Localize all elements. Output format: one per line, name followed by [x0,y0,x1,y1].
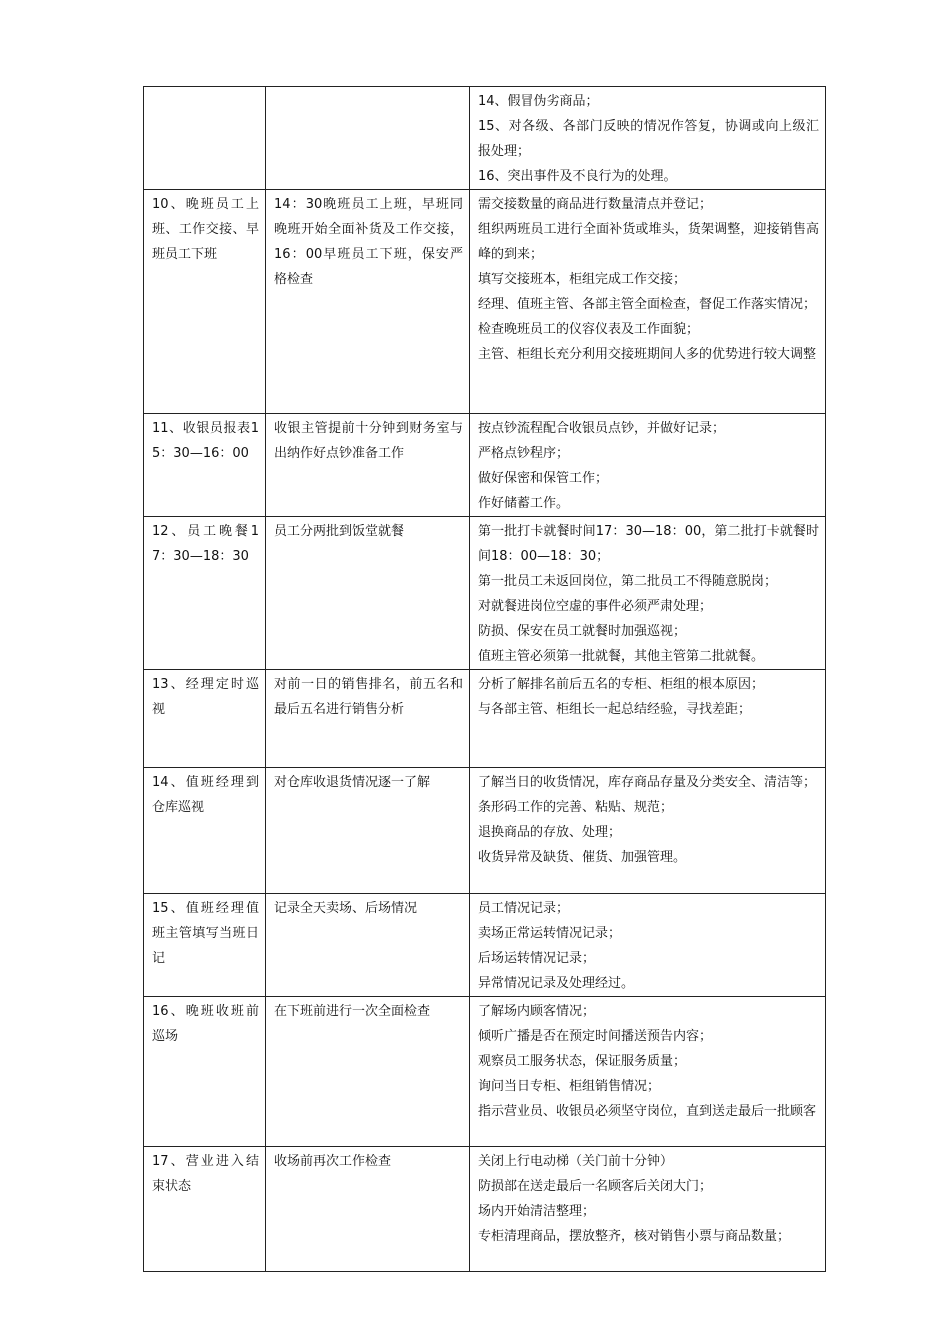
item-cell: 17、营业进入结束状态 [144,1147,266,1272]
detail-line: 填写交接班本，柜组完成工作交接； [478,272,687,287]
table-row [144,190,826,414]
table-row [144,894,826,997]
detail-line: 倾听广播是否在预定时间播送预告内容； [478,1029,713,1044]
detail-line: 防损、保安在员工就餐时加强巡视； [478,624,687,639]
detail-line: 了解场内顾客情况； [478,1004,596,1019]
detail-line: 主管、柜组长充分利用交接班期间人多的优势进行较大调整 [478,347,817,362]
table-row [144,87,826,190]
details-cell [470,894,826,997]
time-cell [266,87,470,190]
table-row [144,670,826,768]
detail-line: 组织两班员工进行全面补货或堆头，货架调整，迎接销售高峰的到来； [478,222,819,262]
detail-line: 收货异常及缺货、催货、加强管理。 [478,850,687,865]
detail-line: 场内开始清洁整理； [478,1204,596,1219]
time-cell: 收银主管提前十分钟到财务室与出纳作好点钞准备工作 [266,414,470,517]
detail-line: 需交接数量的商品进行数量清点并登记； [478,197,713,212]
details-cell [470,517,826,670]
detail-line: 严格点钞程序； [478,446,570,461]
detail-line: 经理、值班主管、各部主管全面检查，督促工作落实情况； [478,297,817,312]
detail-line: 询问当日专柜、柜组销售情况； [478,1079,661,1094]
time-cell: 14：30晚班员工上班，早班同晚班开始全面补货及工作交接，16：00早班员工下班，保安严格检查 [266,190,470,414]
table-row [144,997,826,1147]
detail-line: 对就餐进岗位空虚的事件必须严肃处理； [478,599,713,614]
detail-line: 第一批员工未返回岗位，第二批员工不得随意脱岗； [478,574,778,589]
item-cell: 12、员工晚餐17：30—18：30 [144,517,266,670]
detail-line: 第一批打卡就餐时间17：30—18：00，第二批打卡就餐时间18：00—18：30； [478,524,819,564]
time-cell: 对仓库收退货情况逐一了解 [266,768,470,894]
detail-line: 做好保密和保管工作； [478,471,609,486]
table-row [144,414,826,517]
time-cell: 员工分两批到饭堂就餐 [266,517,470,670]
detail-line: 15、对各级、各部门反映的情况作答复，协调或向上级汇报处理； [478,119,819,159]
details-cell [470,670,826,768]
details-cell [470,190,826,414]
details-cell [470,87,826,190]
detail-line: 卖场正常运转情况记录； [478,926,622,941]
table-row [144,768,826,894]
details-cell [470,414,826,517]
item-cell: 14、值班经理到仓库巡视 [144,768,266,894]
item-cell [144,87,266,190]
detail-line: 退换商品的存放、处理； [478,825,622,840]
time-cell: 对前一日的销售排名，前五名和最后五名进行销售分析 [266,670,470,768]
detail-line: 值班主管必须第一批就餐，其他主管第二批就餐。 [478,649,765,664]
detail-line: 专柜清理商品，摆放整齐，核对销售小票与商品数量； [478,1229,791,1244]
detail-line: 作好储蓄工作。 [478,496,570,511]
detail-line: 14、假冒伪劣商品； [478,94,599,109]
detail-line: 异常情况记录及处理经过。 [478,976,635,991]
item-cell: 10、晚班员工上班、工作交接、早班员工下班 [144,190,266,414]
item-cell: 15、值班经理值班主管填写当班日记 [144,894,266,997]
detail-line: 防损部在送走最后一名顾客后关闭大门； [478,1179,713,1194]
item-cell: 13、经理定时巡视 [144,670,266,768]
table-row [144,1147,826,1272]
detail-line: 了解当日的收货情况，库存商品存量及分类安全、清洁等； [478,775,817,790]
time-cell: 记录全天卖场、后场情况 [266,894,470,997]
detail-line: 检查晚班员工的仪容仪表及工作面貌； [478,322,700,337]
detail-line: 分析了解排名前后五名的专柜、柜组的根本原因； [478,677,765,692]
time-cell: 收场前再次工作检查 [266,1147,470,1272]
procedure-table [143,86,826,1272]
detail-line: 观察员工服务状态，保证服务质量； [478,1054,687,1069]
detail-line: 指示营业员、收银员必须坚守岗位，直到送走最后一批顾客 [478,1104,817,1119]
item-cell: 16、晚班收班前巡场 [144,997,266,1147]
time-cell: 在下班前进行一次全面检查 [266,997,470,1147]
details-cell [470,1147,826,1272]
detail-line: 与各部主管、柜组长一起总结经验，寻找差距； [478,702,752,717]
details-cell [470,997,826,1147]
detail-line: 后场运转情况记录； [478,951,596,966]
table-row [144,517,826,670]
details-cell [470,768,826,894]
detail-line: 按点钞流程配合收银员点钞，并做好记录； [478,421,726,436]
detail-line: 关闭上行电动梯（关门前十分钟） [478,1154,674,1169]
item-cell: 11、收银员报表15：30—16：00 [144,414,266,517]
detail-line: 员工情况记录； [478,901,570,916]
detail-line: 条形码工作的完善、粘贴、规范； [478,800,674,815]
detail-line: 16、突出事件及不良行为的处理。 [478,169,677,184]
